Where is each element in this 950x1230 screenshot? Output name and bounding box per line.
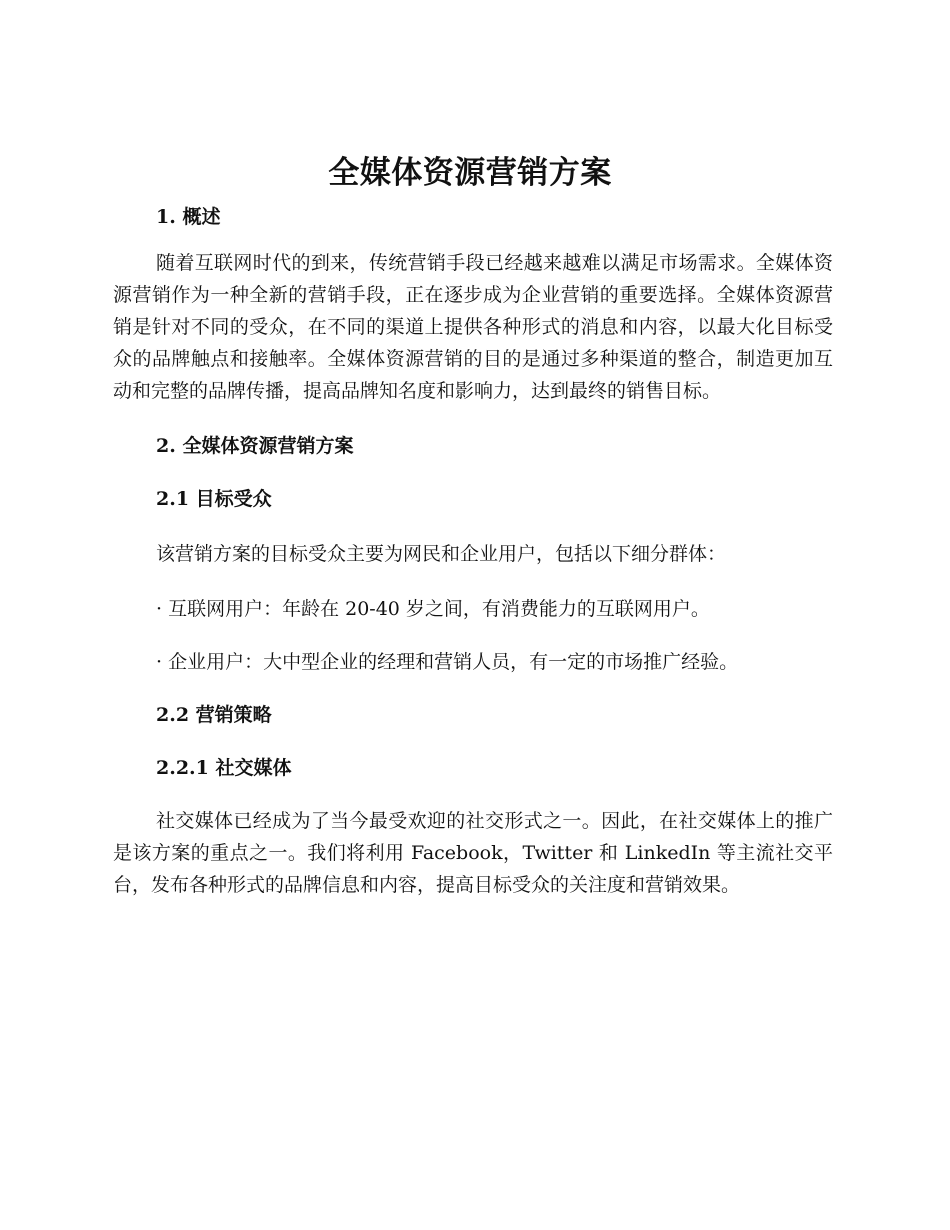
subsection-heading-strategy: 2.2 营销策略 [156, 704, 272, 726]
audience-bullet-internet-users: · 互联网用户：年龄在 20-40 岁之间，有消费能力的互联网用户。 [156, 598, 710, 620]
subsection-heading-social-media: 2.2.1 社交媒体 [156, 757, 292, 779]
document-title: 全媒体资源营销方案 [328, 155, 612, 191]
audience-paragraph: 该营销方案的目标受众主要为网民和企业用户，包括以下细分群体： [156, 543, 727, 565]
section-heading-plan: 2. 全媒体资源营销方案 [156, 435, 354, 457]
social-media-paragraph: 社交媒体已经成为了当今最受欢迎的社交形式之一。因此，在社交媒体上的推广是该方案的重点之一。我们将利用 Facebook，Twitter 和 LinkedIn 等主流社交平台，发布各种形式的品牌信息和内容，提高目标受众的关注度和营销效果。 [113, 810, 833, 896]
subsection-heading-audience: 2.1 目标受众 [156, 488, 272, 510]
overview-paragraph: 随着互联网时代的到来，传统营销手段已经越来越难以满足市场需求。全媒体资源营销作为一种全新的营销手段，正在逐步成为企业营销的重要选择。全媒体资源营销是针对不同的受众，在不同的渠道上提供各种形式的消息和内容，以最大化目标受众的品牌触点和接触率。全媒体资源营销的目的是通过多种渠道的整合，制造更加互动和完整的品牌传播，提高品牌知名度和影响力，达到最终的销售目标。 [113, 252, 833, 402]
document-page [113, 150, 833, 901]
audience-bullet-enterprise-users: · 企业用户：大中型企业的经理和营销人员，有一定的市场推广经验。 [156, 651, 739, 673]
section-heading-overview: 1. 概述 [156, 206, 221, 228]
